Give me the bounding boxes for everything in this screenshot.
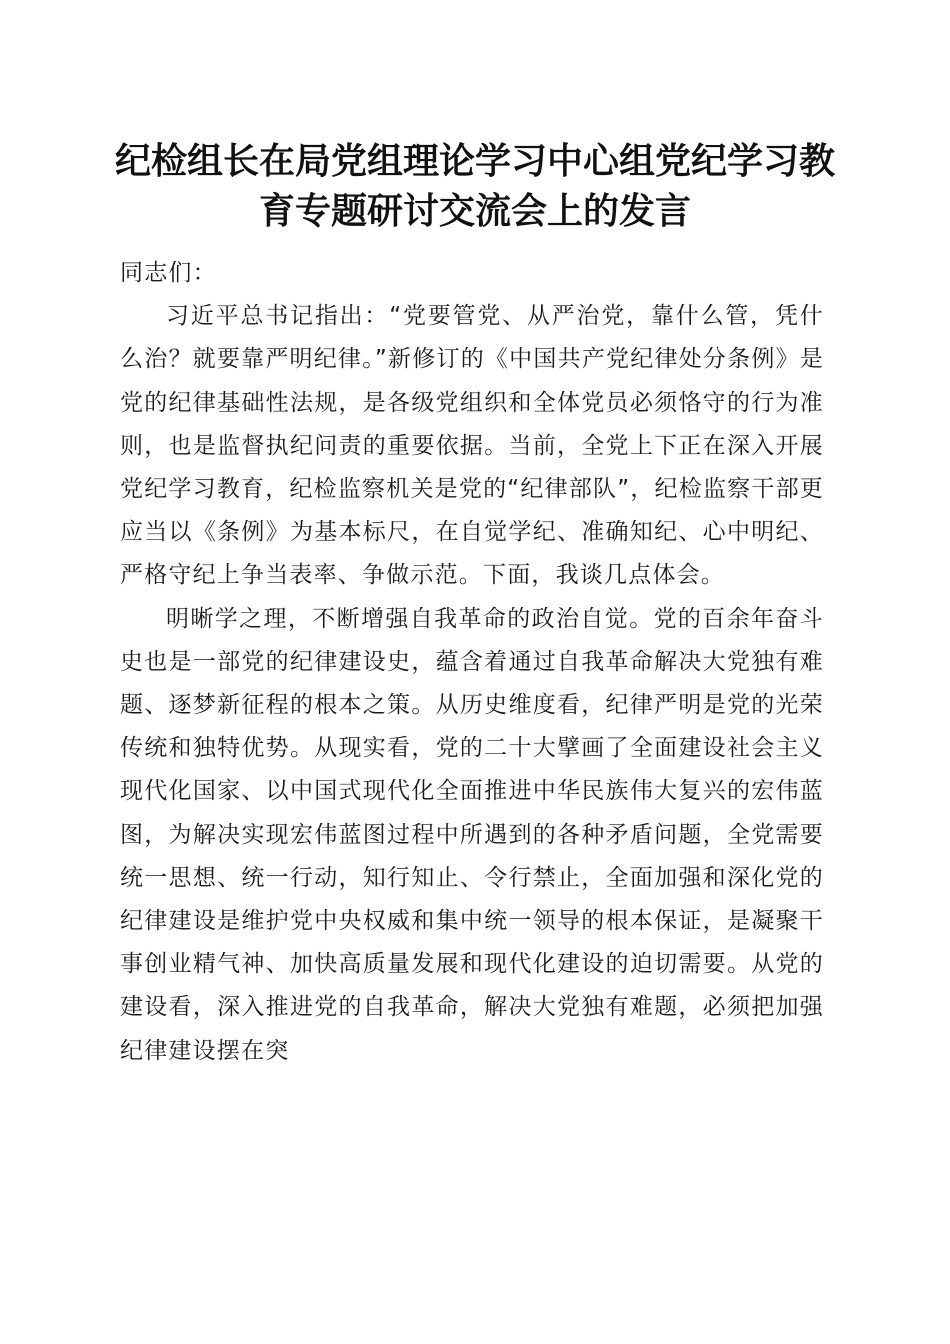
salutation: 同志们： bbox=[120, 260, 217, 286]
document-body bbox=[120, 252, 824, 1073]
paragraph-intro: 习近平总书记指出：“党要管党、从严治党，靠什么管，凭什么治？就要靠严明纪律。”新修订的《中国共产党纪律处分条例》是党的纪律基础性法规，是各级党组织和全体党员必须恪守的行为准则，也是监督执纪问责的重要依据。当前，全党上下正在深入开展党纪学习教育，纪检监察机关是党的“纪律部队”，纪检监察干部更应当以《条例》为基本标尺，在自觉学纪、准确知纪、心中明纪、严格守纪上争当表率、争做示范。下面，我谈几点体会。 bbox=[120, 303, 824, 589]
paragraph-point-1: 明晰学之理，不断增强自我革命的政治自觉。党的百余年奋斗史也是一部党的纪律建设史，蕴含着通过自我革命解决大党独有难题、逐梦新征程的根本之策。从历史维度看，纪律严明是党的光荣传统和独特优势。从现实看，党的二十大擘画了全面建设社会主义现代化国家、以中国式现代化全面推进中华民族伟大复兴的宏伟蓝图，为解决实现宏伟蓝图过程中所遇到的各种矛盾问题，全党需要统一思想、统一行动，知行知止、令行禁止，全面加强和深化党的纪律建设是维护党中央权威和集中统一领导的根本保证，是凝聚干事创业精气神、加快高质量发展和现代化建设的迫切需要。从党的建设看，深入推进党的自我革命，解决大党独有难题，必须把加强纪律建设摆在突 bbox=[120, 605, 824, 1064]
document-title: 纪检组长在局党组理论学习中心组党纪学习教育专题研讨交流会上的发言 bbox=[114, 140, 835, 232]
